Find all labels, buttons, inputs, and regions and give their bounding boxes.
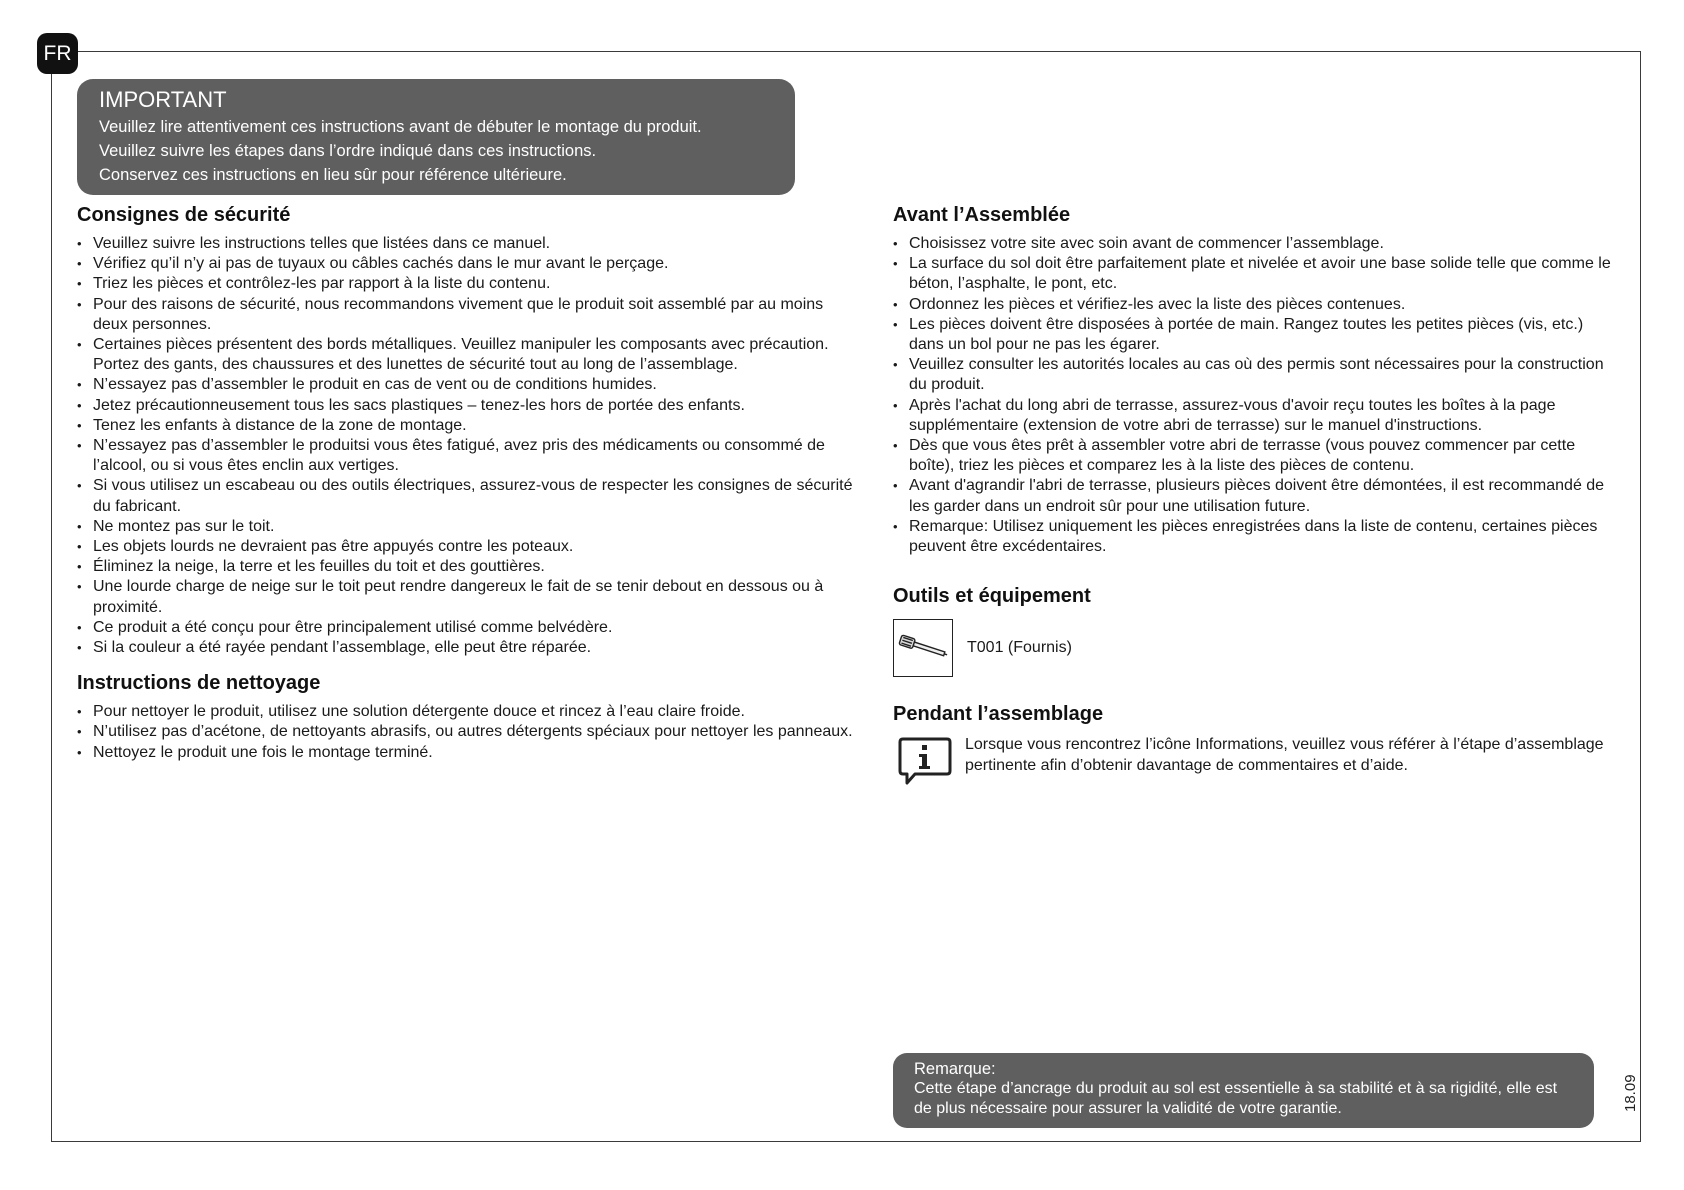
list-item: • Les pièces doivent être disposées à portée de main. Rangez toutes les petites pièces (vis, etc.) dans un bol pour ne pas les égarer. <box>893 315 1613 355</box>
before-assembly-list <box>893 234 1613 557</box>
list-item: • Vérifiez qu’il n’y ai pas de tuyaux ou câbles cachés dans le mur avant le perçage. <box>77 254 857 274</box>
list-item: • Ne montez pas sur le toit. <box>77 517 857 537</box>
list-item: • N’essayez pas d’assembler le produitsi vous êtes fatigué, avez pris des médicaments ou consommé de l’alcool, ou si vous êtes enclin aux vertiges. <box>77 436 857 476</box>
tool-row <box>893 619 1613 677</box>
tool-label: T001 (Fournis) <box>967 639 1072 657</box>
important-line: Conservez ces instructions en lieu sûr pour référence ultérieure. <box>99 166 567 184</box>
list-item: • Remarque: Utilisez uniquement les pièces enregistrées dans la liste de contenu, certaines pièces peuvent être excédentaires. <box>893 517 1613 557</box>
list-item: • Après l'achat du long abri de terrasse, assurez-vous d'avoir reçu toutes les boîtes à la page supplémentaire (extension de votre abri de terrasse) sur le manuel d'instructions. <box>893 396 1613 436</box>
safety-list <box>77 234 857 658</box>
info-row <box>893 735 1613 791</box>
left-column <box>77 202 857 763</box>
cleaning-list <box>77 702 857 763</box>
note-box <box>893 1053 1594 1128</box>
list-item: • N’essayez pas d’assembler le produit en cas de vent ou de conditions humides. <box>77 375 857 395</box>
list-item: • Triez les pièces et contrôlez-les par rapport à la liste du contenu. <box>77 274 857 294</box>
list-item: • Tenez les enfants à distance de la zone de montage. <box>77 416 857 436</box>
info-text: Lorsque vous rencontrez l’icône Informations, veuillez vous référer à l’étape d’assemblage pertinente afin d’obtenir davantage de commentaires et d’aide. <box>965 736 1604 774</box>
list-item: • Les objets lourds ne devraient pas être appuyés contre les poteaux. <box>77 537 857 557</box>
screwdriver-icon <box>893 619 953 677</box>
cleaning-heading: Instructions de nettoyage <box>77 672 321 695</box>
right-column <box>893 202 1613 791</box>
before-assembly-heading: Avant l’Assemblée <box>893 204 1071 226</box>
list-item: • Éliminez la neige, la terre et les feuilles du toit et des gouttières. <box>77 557 857 577</box>
list-item: • Ordonnez les pièces et vérifiez-les avec la liste des pièces contenues. <box>893 295 1613 315</box>
list-item: • Une lourde charge de neige sur le toit peut rendre dangereux le fait de se tenir debout en dessous ou à proximité. <box>77 577 857 617</box>
list-item: • Pour nettoyer le produit, utilisez une solution détergente douce et rincez à l’eau claire froide. <box>77 702 857 722</box>
list-item: • Certaines pièces présentent des bords métalliques. Veuillez manipuler les composants avec précaution. Portez des gants, des chaussures et des lunettes de sécurité tout au long de l’assemblage. <box>77 335 857 375</box>
note-text: Cette étape d’ancrage du produit au sol est essentielle à sa stabilité et à sa rigidité, elle est de plus nécessaire pour assurer la validité de votre garantie. <box>914 1080 1558 1117</box>
list-item: • Choisissez votre site avec soin avant de commencer l’assemblage. <box>893 234 1613 254</box>
list-item: • Ce produit a été conçu pour être principalement utilisé comme belvédère. <box>77 618 857 638</box>
list-item: • Veuillez suivre les instructions telles que listées dans ce manuel. <box>77 234 857 254</box>
list-item: • Pour des raisons de sécurité, nous recommandons vivement que le produit soit assemblé par au moins deux personnes. <box>77 295 857 335</box>
note-title: Remarque: <box>914 1060 996 1078</box>
safety-heading: Consignes de sécurité <box>77 204 291 226</box>
important-title: IMPORTANT <box>99 87 227 112</box>
list-item: • Veuillez consulter les autorités locales au cas où des permis sont nécessaires pour la construction du produit. <box>893 355 1613 395</box>
important-line: Veuillez lire attentivement ces instructions avant de débuter le montage du produit. <box>99 118 702 136</box>
during-assembly-heading: Pendant l’assemblage <box>893 703 1104 726</box>
tools-heading: Outils et équipement <box>893 585 1091 608</box>
list-item: • Nettoyez le produit une fois le montage terminé. <box>77 743 857 763</box>
list-item: • Dès que vous êtes prêt à assembler votre abri de terrasse (vous pouvez commencer par cette boîte), triez les pièces et comparez les à la liste des pièces de contenu. <box>893 436 1613 476</box>
important-box <box>77 79 795 195</box>
list-item: • Jetez précautionneusement tous les sacs plastiques – tenez-les hors de portée des enfants. <box>77 396 857 416</box>
list-item: • La surface du sol doit être parfaitement plate et nivelée et avoir une base solide telle que comme le béton, l’asphalte, le pont, etc. <box>893 254 1613 294</box>
language-badge: FR <box>37 33 78 74</box>
important-line: Veuillez suivre les étapes dans l’ordre indiqué dans ces instructions. <box>99 142 597 160</box>
list-item: • Si vous utilisez un escabeau ou des outils électriques, assurez-vous de respecter les consignes de sécurité du fabricant. <box>77 476 857 516</box>
list-item: • Si la couleur a été rayée pendant l’assemblage, elle peut être réparée. <box>77 638 857 658</box>
info-speech-bubble-icon <box>897 735 953 791</box>
list-item: • N’utilisez pas d’acétone, de nettoyants abrasifs, ou autres détergents spéciaux pour nettoyer les panneaux. <box>77 722 857 742</box>
version-label: 18.09 <box>1622 1074 1639 1112</box>
list-item: • Avant d'agrandir l'abri de terrasse, plusieurs pièces doivent être démontées, il est recommandé de les garder dans un endroit sûr pour une utilisation future. <box>893 476 1613 516</box>
